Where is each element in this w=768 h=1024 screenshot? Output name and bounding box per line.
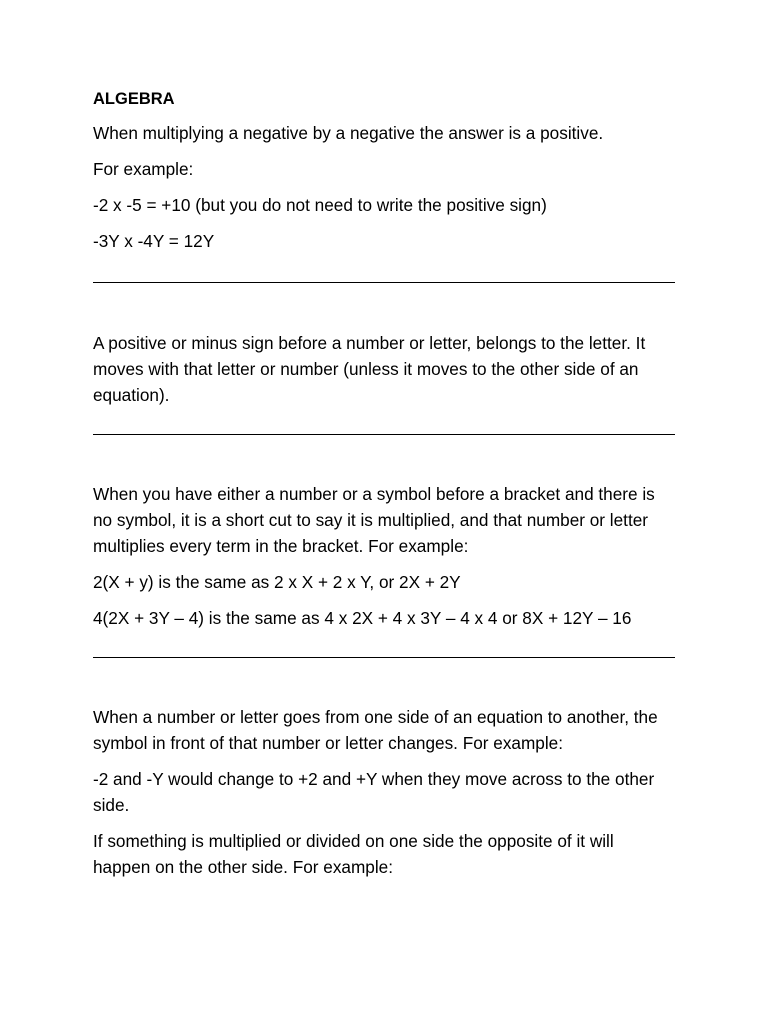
paragraph: When multiplying a negative by a negative the answer is a positive. <box>93 123 604 143</box>
section-divider <box>93 657 675 658</box>
section-divider <box>93 434 675 435</box>
section-divider <box>93 282 675 283</box>
paragraph: When a number or letter goes from one side of an equation to another, the symbol in front of that number or letter changes. For example: <box>93 707 658 753</box>
section-sign-ownership <box>93 330 675 408</box>
paragraph: -3Y x -4Y = 12Y <box>93 231 215 251</box>
document-page <box>93 88 675 890</box>
section-brackets <box>93 481 675 631</box>
section-negative-multiplication <box>93 120 675 254</box>
section-moving-terms <box>93 704 675 880</box>
paragraph: 2(X + y) is the same as 2 x X + 2 x Y, or 2X + 2Y <box>93 572 461 592</box>
paragraph: 4(2X + 3Y – 4) is the same as 4 x 2X + 4 x 3Y – 4 x 4 or 8X + 12Y – 16 <box>93 608 632 628</box>
paragraph: -2 and -Y would change to +2 and +Y when they move across to the other side. <box>93 769 655 815</box>
paragraph: If something is multiplied or divided on one side the opposite of it will happen on the other side. For example: <box>93 831 614 877</box>
paragraph: -2 x -5 = +10 (but you do not need to write the positive sign) <box>93 195 547 215</box>
paragraph: For example: <box>93 159 194 179</box>
document-title: ALGEBRA <box>93 90 175 108</box>
paragraph: A positive or minus sign before a number or letter, belongs to the letter. It moves with that letter or number (unless it moves to the other side of an equation). <box>93 333 646 405</box>
paragraph: When you have either a number or a symbol before a bracket and there is no symbol, it is a short cut to say it is multiplied, and that number or letter multiplies every term in the bracket. For example: <box>93 484 655 556</box>
